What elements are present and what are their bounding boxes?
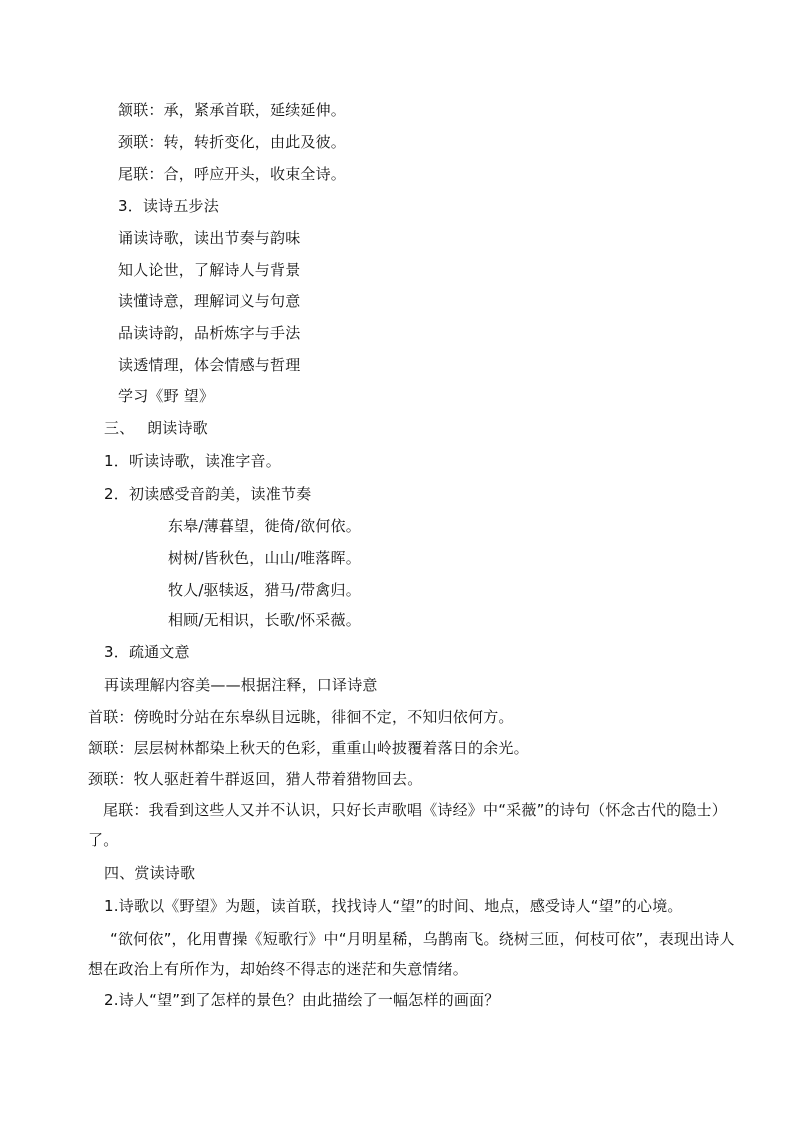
text-line-step-3: 读懂诗意，理解词义与句意 [118, 292, 301, 310]
text-line-study-title: 学习《野 望》 [118, 387, 215, 405]
section-heading-3: 三、 朗读诗歌 [104, 419, 208, 437]
text-line-step-4: 品读诗韵，品析炼字与手法 [118, 324, 301, 342]
poem-line-4: 相顾/无相识，长歌/怀采薇。 [168, 611, 361, 629]
text-line-first-read: 2．初读感受音韵美，读准节奏 [104, 485, 312, 503]
text-line-step-5: 读透情理，体会情感与哲理 [118, 356, 301, 374]
text-paragraph-yu-he-yi: “欲何依”，化用曹操《短歌行》中“月明星稀，乌鹊南飞。绕树三匝，何枝可依”，表现出诗人想在政治上有所作为，却始终不得志的迷茫和失意情绪。 [88, 930, 735, 978]
poem-line-3: 牧人/驱犊返，猎马/带禽归。 [168, 581, 361, 599]
text-line-jinglian-1: 颈联：转，转折变化，由此及彼。 [118, 133, 347, 151]
poem-line-2: 树树/皆秋色，山山/唯落晖。 [168, 549, 361, 567]
text-paragraph-weilian-meaning: 尾联：我看到这些人又并不认识，只好长声歌唱《诗经》中“采薇”的诗句（怀念古代的隐士）了。 [88, 801, 727, 849]
text-heading-five-steps: 3．读诗五步法 [118, 197, 219, 215]
text-heading-translation: 3．疏通文意 [104, 643, 190, 661]
text-line-shoulian-meaning: 首联：傍晚时分站在东皋纵目远眺，徘徊不定，不知归依何方。 [88, 708, 514, 726]
text-question-2: 2.诗人“望”到了怎样的景色？由此描绘了一幅怎样的画面？ [104, 991, 500, 1009]
text-line-jinglian-meaning: 颈联：牧人驱赶着牛群返回，猎人带着猎物回去。 [88, 770, 423, 788]
section-heading-4: 四、赏读诗歌 [104, 864, 196, 882]
text-line-step-2: 知人论世，了解诗人与背景 [118, 261, 301, 279]
text-line-weilian-1: 尾联：合，呼应开头，收束全诗。 [118, 165, 347, 183]
text-line-reread: 再读理解内容美——根据注释，口译诗意 [104, 676, 378, 694]
text-line-listen: 1．听读诗歌，读准字音。 [104, 452, 281, 470]
text-line-hanlian-meaning: 颔联：层层树林都染上秋天的色彩，重重山岭披覆着落日的余光。 [88, 739, 529, 757]
text-line-step-1: 诵读诗歌，读出节奏与韵味 [118, 229, 301, 247]
poem-line-1: 东皋/薄暮望，徙倚/欲何依。 [168, 517, 361, 535]
text-question-1: 1.诗歌以《野望》为题，读首联，找找诗人“望”的时间、地点，感受诗人“望”的心境。 [104, 897, 683, 915]
text-line-hanlian-1: 颔联：承，紧承首联，延续延伸。 [118, 101, 347, 119]
